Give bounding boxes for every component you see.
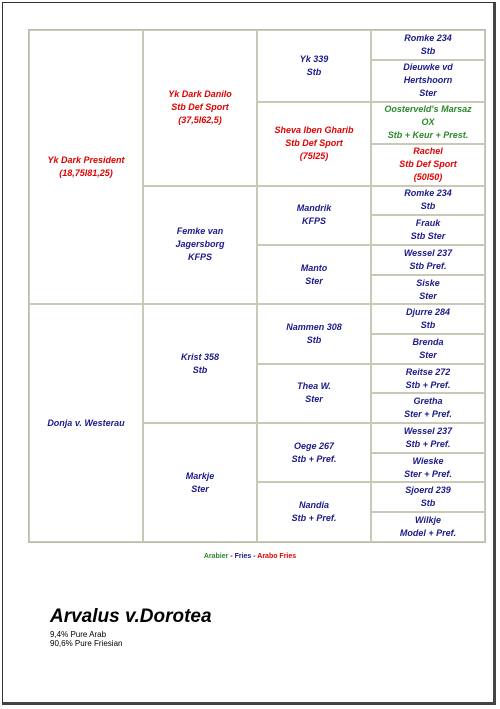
horse-name: Arvalus v.Dorotea [50, 606, 212, 627]
pedigree-gen4-cell [371, 423, 485, 453]
ancestor-text: Stb [420, 320, 436, 331]
ancestor-text: Stb + Pref. [405, 379, 451, 390]
ancestor-text: Yk 339 [299, 53, 329, 64]
pedigree-gen3-cell [257, 30, 371, 102]
pedigree-table [28, 29, 486, 543]
ancestor-text: Ster [419, 290, 437, 301]
ancestor-text: Stb + Pref. [291, 513, 337, 524]
pedigree-gen1-cell [29, 30, 143, 304]
ancestor-text: KFPS [301, 216, 326, 227]
ancestor-text: Stb [306, 335, 322, 346]
pedigree-gen4-cell [371, 453, 485, 483]
ancestor-text: Nandia [298, 500, 329, 511]
legend-fries: Fries [234, 553, 252, 560]
pedigree-gen1-cell [29, 304, 143, 542]
ancestor-text: KFPS [187, 252, 212, 263]
pedigree-gen2-cell [143, 423, 257, 542]
ancestor-text: Oosterveld's Marsaz [384, 104, 472, 115]
ancestor-text: OX [421, 117, 435, 128]
ancestor-text: Wieske [412, 455, 444, 466]
ancestor-text: Krist 358 [180, 351, 220, 362]
ancestor-text: Stb [306, 66, 322, 77]
pedigree-gen4-cell [371, 215, 485, 245]
pedigree-gen4-cell [371, 186, 485, 216]
pedigree-gen4-cell [371, 144, 485, 186]
ancestor-text: Romke 234 [404, 32, 452, 43]
pedigree-gen4-cell [371, 364, 485, 394]
pedigree-gen3-cell [257, 186, 371, 245]
pedigree-gen4-cell [371, 275, 485, 305]
friesian-percentage: 90,6% Pure Friesian [50, 639, 123, 648]
ancestor-text: Ster [419, 349, 437, 360]
ancestor-text: Rachel [413, 146, 443, 157]
ancestor-text: (37,5l62,5) [178, 115, 222, 126]
ancestor-text: Dieuwke vd [403, 62, 453, 73]
ancestor-text: Manto [300, 262, 328, 273]
pedigree-gen4-cell [371, 102, 485, 144]
pedigree-gen2-cell [143, 304, 257, 423]
pedigree-gen4-cell [371, 245, 485, 275]
ancestor-text: Wessel 237 [403, 247, 453, 258]
pedigree-gen3-cell [257, 245, 371, 304]
ancestor-text: Stb Ster [410, 231, 446, 242]
ancestor-text: Stb Def Sport [285, 138, 343, 149]
pedigree-gen3-cell [257, 364, 371, 423]
ancestor-text: Stb [420, 45, 436, 56]
ancestor-text: (18,75l81,25) [59, 168, 113, 179]
pedigree-gen3-cell [257, 304, 371, 363]
ancestor-text: Wessel 237 [403, 425, 453, 436]
ancestor-text: Ster + Pref. [404, 409, 452, 420]
ancestor-text: Stb [420, 498, 436, 509]
ancestor-text: Hertshoorn [403, 75, 453, 86]
ancestor-text: Ster [419, 88, 437, 99]
pedigree-gen4-cell [371, 30, 485, 60]
pedigree-gen4-cell [371, 60, 485, 102]
ancestor-text: Stb Def Sport [399, 159, 457, 170]
ancestor-text: Yk Dark President [47, 155, 125, 166]
legend-arab: Arabier [203, 553, 229, 560]
pedigree-gen4-cell [371, 334, 485, 364]
ancestor-text: Stb [192, 364, 208, 375]
ancestor-text: Nammen 308 [286, 322, 342, 333]
ancestor-text: Ster [305, 275, 323, 286]
pedigree-gen2-cell [143, 186, 257, 305]
ancestor-text: Reitse 272 [405, 366, 451, 377]
ancestor-text: Stb [420, 201, 436, 212]
ancestor-text: Stb Def Sport [171, 102, 229, 113]
ancestor-text: (50l50) [413, 172, 443, 183]
ancestor-text: Wilkje [415, 515, 441, 526]
ancestor-text: Markje [185, 470, 215, 481]
pedigree-gen4-cell [371, 393, 485, 423]
ancestor-text: Jagersborg [175, 239, 225, 250]
legend-arabo-fries: Arabo Fries [257, 553, 297, 560]
ancestor-text: Model + Pref. [399, 528, 457, 539]
ancestor-text: Ster + Pref. [404, 468, 452, 479]
pedigree-gen3-cell [257, 102, 371, 186]
ancestor-text: Femke van [176, 226, 224, 237]
ancestor-text: Djurre 284 [405, 307, 451, 318]
ancestor-text: Stb + Pref. [405, 438, 451, 449]
ancestor-text: Sheva Iben Gharib [274, 125, 354, 136]
legend-sep-1: - [228, 553, 235, 560]
ancestor-text: Donja v. Westerau [47, 417, 125, 428]
ancestor-text: Stb Pref. [409, 260, 447, 271]
color-legend [0, 553, 500, 560]
ancestor-text: Ster [305, 394, 323, 405]
ancestor-text: Siske [416, 277, 440, 288]
ancestor-text: Thea W. [297, 381, 331, 392]
ancestor-text: Frauk [415, 218, 441, 229]
ancestor-text: Stb + Keur + Prest. [387, 130, 469, 141]
ancestor-text: Ster [191, 483, 209, 494]
ancestor-text: Gretha [413, 396, 443, 407]
ancestor-text: Oege 267 [293, 440, 335, 451]
pedigree-gen3-cell [257, 482, 371, 542]
ancestor-text: Romke 234 [404, 188, 452, 199]
ancestor-text: Mandrik [296, 203, 332, 214]
ancestor-text: Yk Dark Danilo [168, 89, 232, 100]
ancestor-text: Sjoerd 239 [405, 485, 451, 496]
pedigree-gen4-cell [371, 512, 485, 542]
ancestor-text: Brenda [412, 336, 444, 347]
pedigree-gen4-cell [371, 482, 485, 512]
pedigree-gen2-cell [143, 30, 257, 186]
arab-percentage: 9,4% Pure Arab [50, 630, 107, 639]
ancestor-text: Stb + Pref. [291, 453, 337, 464]
pedigree-gen4-cell [371, 304, 485, 334]
ancestor-text: (75l25) [299, 151, 329, 162]
pedigree-gen3-cell [257, 423, 371, 482]
legend-sep-2: - [251, 553, 258, 560]
